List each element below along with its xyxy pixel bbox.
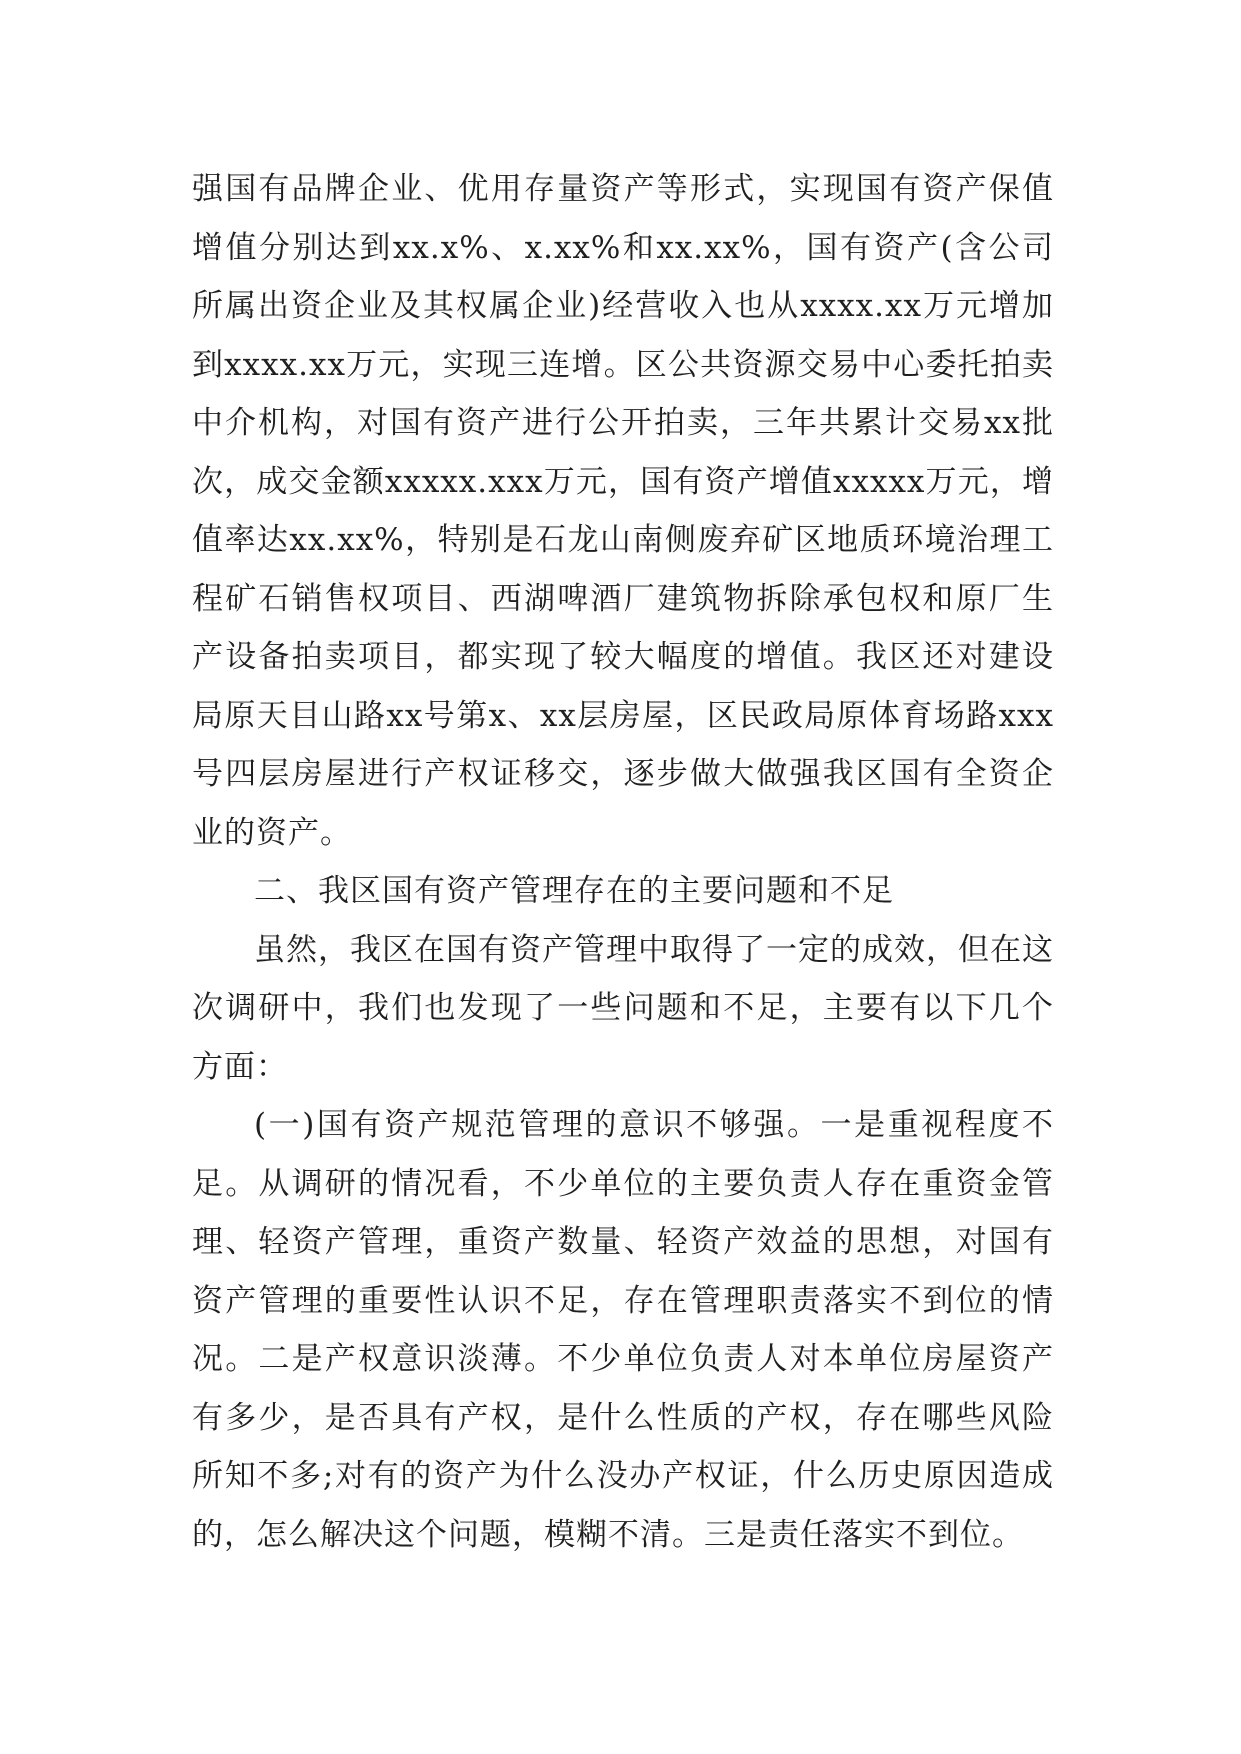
document-body (192, 160, 1054, 1564)
paragraph-intro: 虽然，我区在国有资产管理中取得了一定的成效，但在这次调研中，我们也发现了一些问题和不足，主要有以下几个方面： (192, 931, 1054, 1085)
paragraph-continued: 强国有品牌企业、优用存量资产等形式，实现国有资产保值增值分别达到xx.x%、x.xx%和xx.xx%，国有资产(含公司所属出资企业及其权属企业)经营收入也从xxxx.xx万元增加到xxxx.xx万元，实现三连增。区公共资源交易中心委托拍卖中介机构，对国有资产进行公开拍卖，三年共累计交易xx批次，成交金额xxxxx.xxx万元，国有资产增值xxxxx万元，增值率达xx.xx%，特别是石龙山南侧废弃矿区地质环境治理工程矿石销售权项目、西湖啤酒厂建筑物拆除承包权和原厂生产设备拍卖项目，都实现了较大幅度的增值。我区还对建设局原天目山路xx号第x、xx层房屋，区民政局原体育场路xxx号四层房屋进行产权证移交，逐步做大做强我区国有全资企业的资产。 (192, 171, 1054, 851)
section-heading: 二、我区国有资产管理存在的主要问题和不足 (254, 873, 894, 909)
paragraph-subsection-1: (一)国有资产规范管理的意识不够强。一是重视程度不足。从调研的情况看，不少单位的主要负责人存在重资金管理、轻资产管理，重资产数量、轻资产效益的思想，对国有资产管理的重要性认识不足，存在管理职责落实不到位的情况。二是产权意识淡薄。不少单位负责人对本单位房屋资产有多少，是否具有产权，是什么性质的产权，存在哪些风险所知不多;对有的资产为什么没办产权证，什么历史原因造成的，怎么解决这个问题，模糊不清。三是责任落实不到位。 (192, 1107, 1054, 1553)
